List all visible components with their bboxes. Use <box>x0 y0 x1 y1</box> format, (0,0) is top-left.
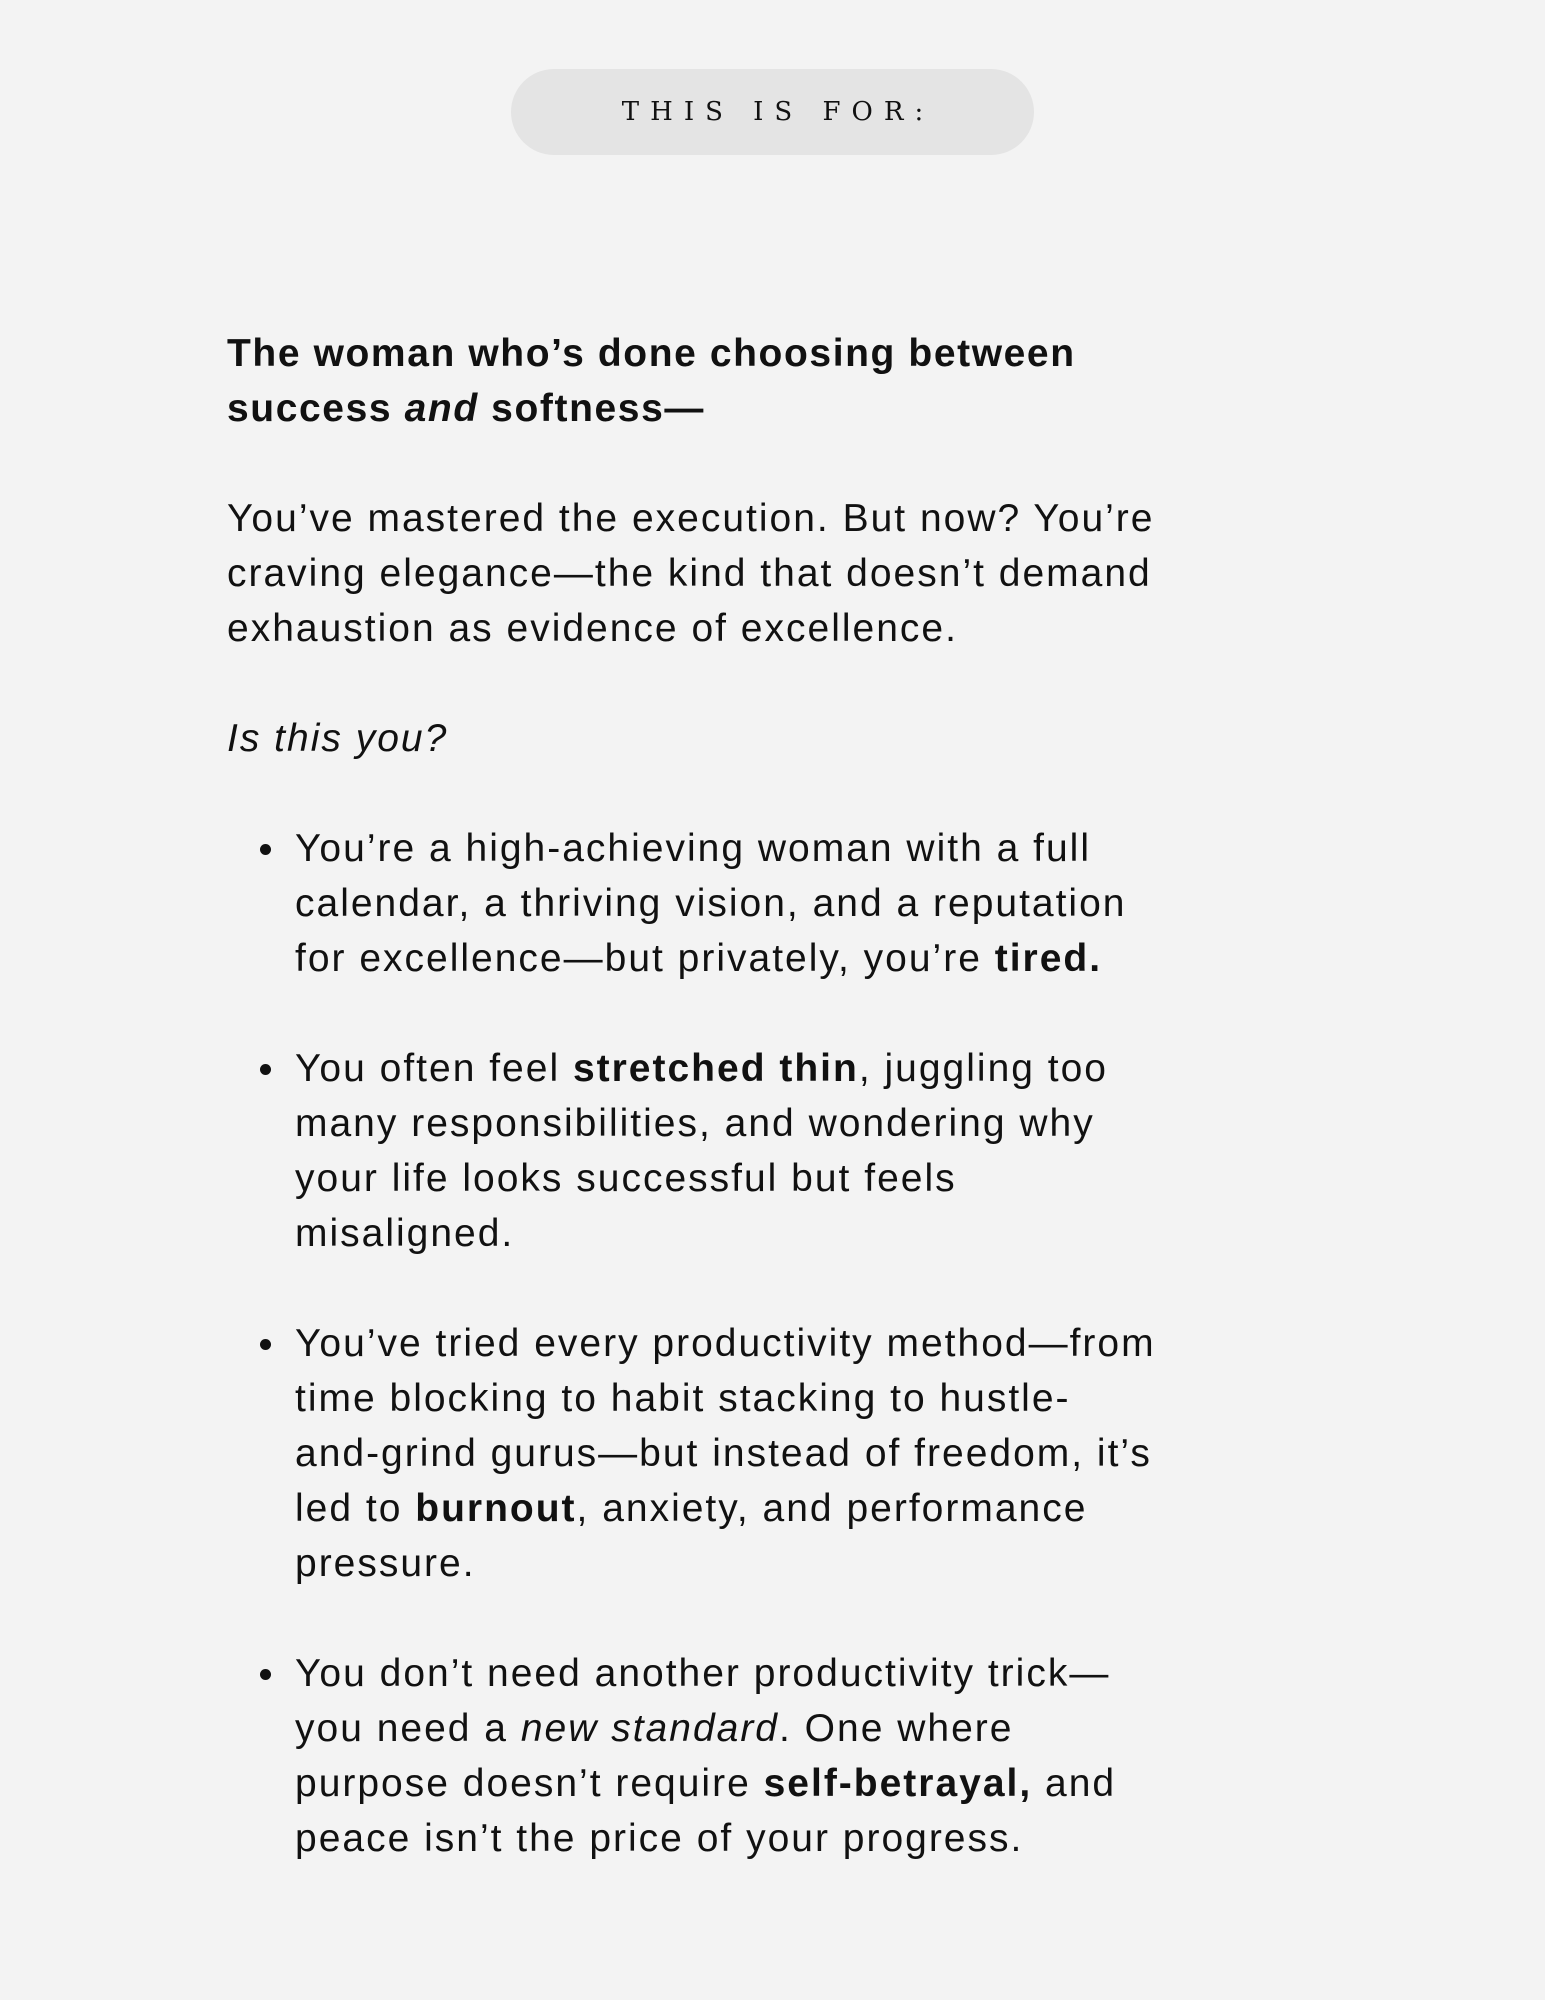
bullet-1-line-3: for excellence—but privately, you’re <box>295 937 995 980</box>
bullet-2-line-1-before: You often feel <box>295 1047 573 1090</box>
bullet-2-line-4: misaligned. <box>295 1212 515 1255</box>
bullet-3-line-2: time blocking to habit stacking to hustle- <box>295 1377 1071 1420</box>
bullet-3-line-5: pressure. <box>295 1542 476 1585</box>
bullet-3-line-4-after: , anxiety, and performance <box>576 1487 1088 1530</box>
heading-emphasis: and <box>404 387 479 430</box>
bullet-item-new-standard <box>227 1646 1337 1866</box>
bullet-4-line-1: You don’t need another productivity trick— <box>295 1652 1111 1695</box>
bullet-dot-icon <box>260 844 271 855</box>
bullet-1-line-1: You’re a high-achieving woman with a full <box>295 827 1091 870</box>
bullet-4-bold: self-betrayal, <box>763 1762 1033 1805</box>
bullet-3-line-4-before: led to <box>295 1487 416 1530</box>
bullet-4-line-2-before: you need a <box>295 1707 521 1750</box>
bullet-4-line-3-before: purpose doesn’t require <box>295 1762 764 1805</box>
bullet-dot-icon <box>260 1669 271 1680</box>
bullet-item-tired <box>227 821 1337 986</box>
bullet-2-line-3: your life looks successful but feels <box>295 1157 957 1200</box>
bullet-1-line-2: calendar, a thriving vision, and a reputation <box>295 882 1127 925</box>
heading-line-1: The woman who’s done choosing between <box>227 332 1076 375</box>
audience-heading <box>227 326 1337 436</box>
intro-line-3: exhaustion as evidence of excellence. <box>227 607 958 650</box>
bullet-4-line-4: peace isn’t the price of your progress. <box>295 1817 1024 1860</box>
bullet-list <box>227 821 1337 1866</box>
bullet-3-line-3: and-grind gurus—but instead of freedom, it’s <box>295 1432 1152 1475</box>
question-text: Is this you? <box>227 717 449 760</box>
section-badge <box>511 69 1034 155</box>
bullet-3-bold: burnout <box>415 1487 577 1530</box>
bullet-item-burnout <box>227 1316 1337 1591</box>
bullet-2-line-1-after: , juggling too <box>858 1047 1108 1090</box>
section-badge-label: THIS IS FOR: <box>621 97 935 127</box>
bullet-4-italic: new standard <box>520 1707 779 1750</box>
main-content <box>227 326 1337 1866</box>
bullet-1-bold: tired. <box>994 937 1103 980</box>
bullet-item-stretched <box>227 1041 1337 1261</box>
bullet-4-line-3-after: and <box>1032 1762 1117 1805</box>
bullet-3-line-1: You’ve tried every productivity method—from <box>295 1322 1156 1365</box>
bullet-2-line-2: many responsibilities, and wondering why <box>295 1102 1095 1145</box>
bullet-dot-icon <box>260 1339 271 1350</box>
heading-part-1: success <box>227 387 405 430</box>
intro-paragraph <box>227 491 1337 656</box>
bullet-2-bold: stretched thin <box>572 1047 859 1090</box>
heading-part-2: softness— <box>478 387 705 430</box>
intro-line-1: You’ve mastered the execution. But now? You’re <box>227 497 1155 540</box>
intro-line-2: craving elegance—the kind that doesn’t demand <box>227 552 1152 595</box>
bullet-dot-icon <box>260 1064 271 1075</box>
bullet-4-line-2-after: . One where <box>779 1707 1014 1750</box>
